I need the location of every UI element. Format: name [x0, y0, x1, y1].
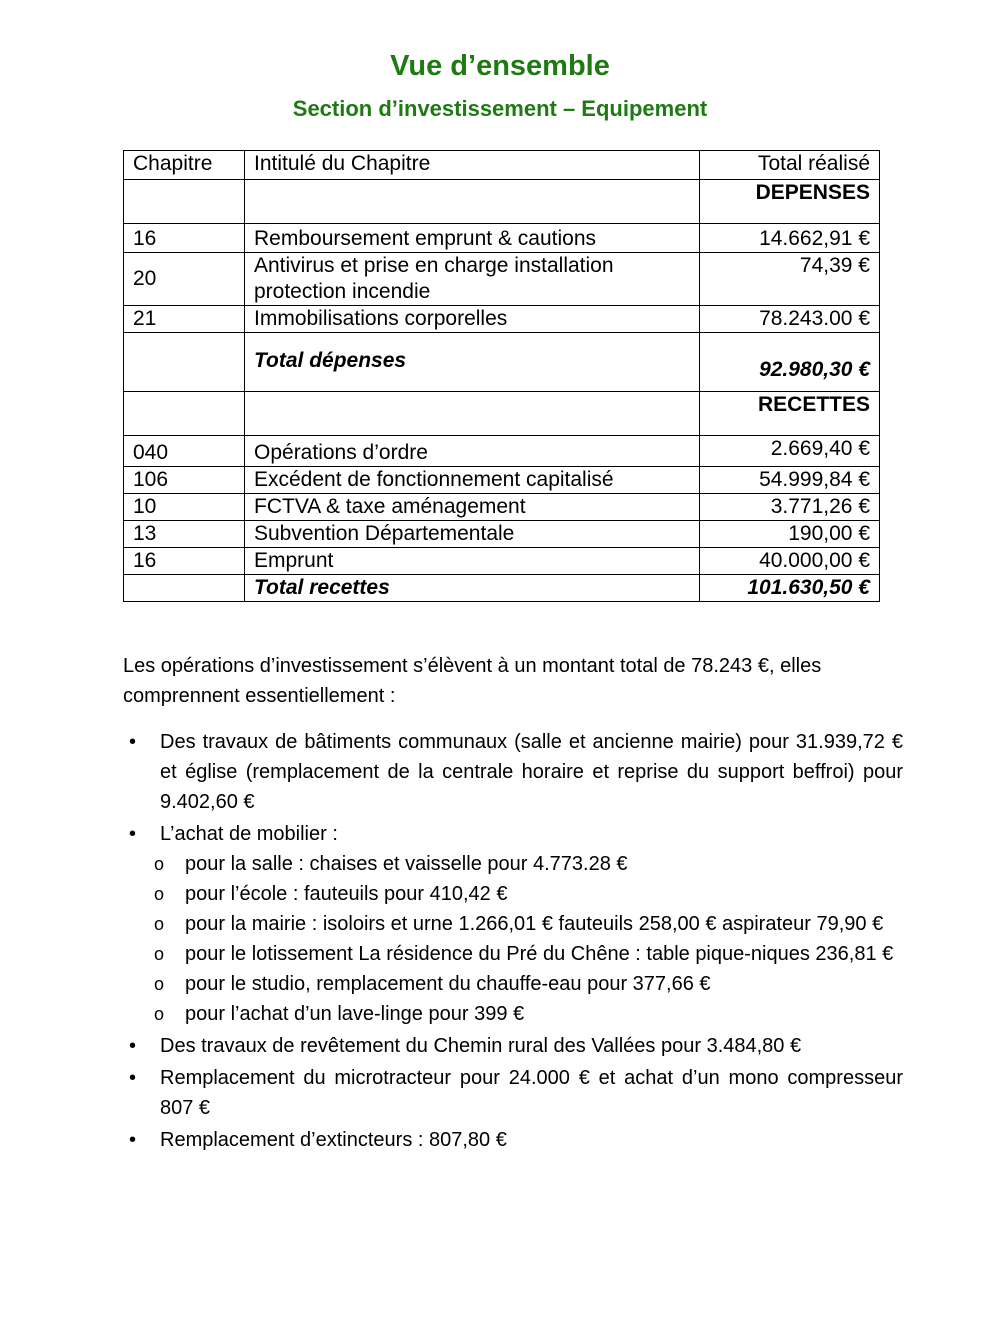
row-amount: 3.771,26 €	[700, 494, 880, 521]
circle-bullet-icon: o	[154, 914, 165, 934]
total-depenses-amount: 92.980,30 €	[700, 333, 880, 392]
list-item	[123, 727, 903, 817]
sub-list-item	[154, 939, 903, 969]
row-label: Opérations d’ordre	[245, 436, 700, 467]
row-code: 106	[124, 467, 245, 494]
sub-list-item-text: pour la salle : chaises et vaisselle pour 4.773.28 €	[185, 853, 628, 875]
bullet-icon: •	[129, 731, 137, 753]
row-amount: 40.000,00 €	[700, 548, 880, 575]
row-code: 10	[124, 494, 245, 521]
table-row	[124, 467, 880, 494]
sub-list-item-text: pour le lotissement La résidence du Pré du Chêne : table pique-niques 236,81 €	[185, 943, 894, 965]
bullet-icon: •	[129, 1035, 137, 1057]
list-item-text: Des travaux de revêtement du Chemin rural des Vallées pour 3.484,80 €	[160, 1035, 802, 1057]
table-row	[124, 253, 880, 306]
row-code: 16	[124, 224, 245, 253]
column-header-chapitre: Chapitre	[124, 151, 245, 180]
table-header-row	[124, 151, 880, 180]
sub-list-item	[154, 999, 903, 1029]
column-header-total: Total réalisé	[700, 151, 880, 180]
row-amount: 14.662,91 €	[700, 224, 880, 253]
sub-list-item	[154, 879, 903, 909]
row-code: 20	[124, 253, 245, 306]
sub-list-item	[154, 909, 903, 939]
row-amount: 190,00 €	[700, 521, 880, 548]
row-amount: 2.669,40 €	[700, 436, 880, 467]
sub-list-item	[154, 849, 903, 879]
row-code: 13	[124, 521, 245, 548]
investment-list	[123, 727, 903, 1157]
table-row	[124, 521, 880, 548]
list-item	[123, 1031, 903, 1061]
row-label: Immobilisations corporelles	[245, 306, 700, 333]
section-row-depenses	[124, 180, 880, 224]
row-amount: 54.999,84 €	[700, 467, 880, 494]
total-row-depenses	[124, 333, 880, 392]
furniture-sublist	[154, 849, 903, 1029]
circle-bullet-icon: o	[154, 854, 165, 874]
row-label: Subvention Départementale	[245, 521, 700, 548]
row-label: Remboursement emprunt & cautions	[245, 224, 700, 253]
row-label: FCTVA & taxe aménagement	[245, 494, 700, 521]
table-row	[124, 306, 880, 333]
column-header-intitule: Intitulé du Chapitre	[245, 151, 700, 180]
circle-bullet-icon: o	[154, 974, 165, 994]
circle-bullet-icon: o	[154, 944, 165, 964]
list-item	[123, 1063, 903, 1123]
intro-paragraph: Les opérations d’investissement s’élèvent à un montant total de 78.243 €, elles comprennent essentiellement :	[123, 655, 822, 707]
circle-bullet-icon: o	[154, 1004, 165, 1024]
sub-list-item-text: pour le studio, remplacement du chauffe-eau pour 377,66 €	[185, 973, 711, 995]
bullet-icon: •	[129, 823, 137, 845]
row-label: Emprunt	[245, 548, 700, 575]
table-row	[124, 548, 880, 575]
page-subtitle: Section d’investissement – Equipement	[292, 96, 708, 121]
bullet-icon: •	[129, 1129, 137, 1151]
section-label-depenses: DEPENSES	[700, 180, 880, 224]
list-item-text: L’achat de mobilier :	[160, 823, 338, 845]
row-amount: 78.243.00 €	[700, 306, 880, 333]
list-item-text: Des travaux de bâtiments communaux (salle et ancienne mairie) pour 31.939,72 € et église (remplacement de la centrale horaire et reprise du support beffroi) pour 9.402,60 €	[160, 731, 903, 813]
circle-bullet-icon: o	[154, 884, 165, 904]
list-item-text: Remplacement du microtracteur pour 24.000 € et achat d’un mono compresseur 807 €	[160, 1067, 903, 1119]
table-row	[124, 436, 880, 467]
total-recettes-amount: 101.630,50 €	[700, 575, 880, 602]
list-item	[123, 1125, 903, 1155]
sub-list-item-text: pour l’école : fauteuils pour 410,42 €	[185, 883, 508, 905]
page-title: Vue d’ensemble	[390, 50, 610, 82]
sub-list-item	[154, 969, 903, 999]
row-amount: 74,39 €	[700, 253, 880, 306]
bullet-icon: •	[129, 1067, 137, 1089]
section-row-recettes	[124, 392, 880, 436]
total-recettes-label: Total recettes	[245, 575, 700, 602]
row-code: 21	[124, 306, 245, 333]
row-code: 040	[124, 436, 245, 467]
row-label: Antivirus et prise en charge installation protection incendie	[245, 253, 700, 306]
section-label-recettes: RECETTES	[700, 392, 880, 436]
row-code: 16	[124, 548, 245, 575]
table-row	[124, 224, 880, 253]
sub-list-item-text: pour la mairie : isoloirs et urne 1.266,01 € fauteuils 258,00 € aspirateur 79,90 €	[185, 913, 884, 935]
list-item	[123, 819, 903, 1029]
sub-list-item-text: pour l’achat d’un lave-linge pour 399 €	[185, 1003, 525, 1025]
list-item-text: Remplacement d’extincteurs : 807,80 €	[160, 1129, 507, 1151]
table-row	[124, 494, 880, 521]
row-label: Excédent de fonctionnement capitalisé	[245, 467, 700, 494]
total-depenses-label: Total dépenses	[245, 333, 700, 392]
budget-table	[123, 150, 880, 602]
total-row-recettes	[124, 575, 880, 602]
